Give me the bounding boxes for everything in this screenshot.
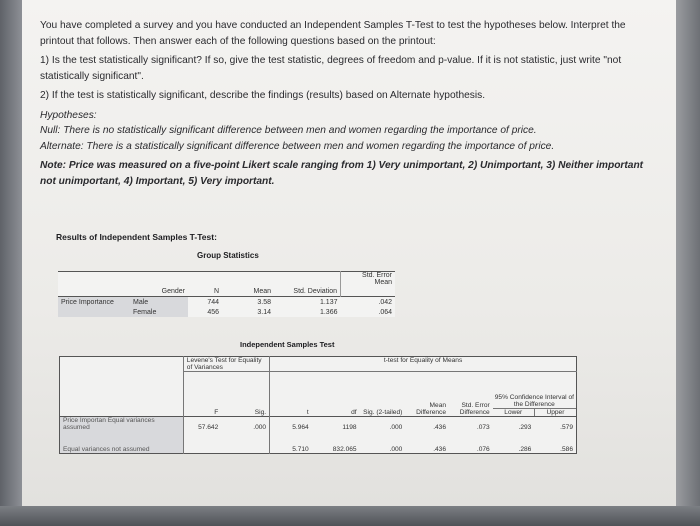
cell-sig-2-tailed: .000	[389, 424, 403, 431]
cell-upper: .579	[560, 424, 573, 431]
cell-upper: .586	[560, 446, 573, 453]
independent-samples-table	[59, 356, 577, 454]
col-upper: Upper	[546, 409, 565, 416]
table-row	[60, 431, 577, 454]
cell-f: 57.642	[198, 424, 219, 431]
cell-sd: 1.137	[319, 298, 338, 306]
instructions	[40, 18, 660, 189]
ci-subheaders	[493, 409, 576, 416]
row-label-equal-assumed: Equal variances assumed	[63, 417, 155, 431]
cell-mean-difference: .436	[433, 446, 447, 453]
cell-sig-2-tailed: .000	[389, 446, 403, 453]
cell-lower: .293	[518, 424, 532, 431]
header-std-deviation: Std. Deviation	[293, 287, 337, 295]
monitor-bezel-right	[676, 0, 700, 526]
cell-df: 832.065	[332, 446, 357, 453]
group-header-row-2	[58, 286, 395, 297]
ind-header-row-1	[60, 357, 577, 372]
cell-mean: 3.14	[257, 308, 271, 316]
note-text: Note: Price was measured on a five-point Likert scale ranging from 1) Very unimportant, 2) Unimportant, 3) Neither important not unimportant, 4) Important, 5) Very important.	[40, 160, 644, 187]
table-row	[58, 297, 395, 308]
table-row	[60, 417, 577, 432]
alternate-hypothesis: Alternate: There is a statistically significant difference between men and women regarding the importance of price.	[40, 140, 555, 152]
header-mean: Mean	[253, 287, 271, 295]
cell-sig: .000	[221, 417, 269, 432]
cell-se: .064	[378, 308, 392, 316]
cell-n: 456	[207, 308, 219, 316]
cell-lower: .286	[518, 446, 532, 453]
header-std-error-mean: Std. Error Mean	[341, 272, 396, 287]
col-mean-difference: Mean Difference	[416, 402, 447, 416]
results-title: Results of Independent Samples T-Test:	[56, 232, 217, 242]
question-1: 1) Is the test statistically significant? If so, give the test statistic, degrees of freedom and p-value. If it is not statistic, just write "not statistically significant".	[40, 55, 622, 82]
col-t: t	[306, 409, 309, 416]
row-label	[60, 417, 184, 432]
row-label-price-importance: Price Importance	[58, 297, 130, 308]
intro-text: You have completed a survey and you have conducted an Independent Samples T-Test to test the hypotheses below. Interpret the printout that follows. Then answer each of the following questions based on the printout:	[40, 20, 626, 47]
col-df: df	[351, 409, 357, 416]
cell-sd: 1.366	[319, 308, 338, 316]
cell-std-error-difference: .073	[476, 424, 490, 431]
cell-std-error-difference: .076	[476, 446, 490, 453]
group-header-row	[58, 272, 395, 287]
row-label-equal-not-assumed: Equal variances not assumed	[60, 431, 184, 454]
monitor-bezel-bottom	[0, 506, 700, 526]
cell-mean: 3.58	[257, 298, 271, 306]
cell-se: .042	[378, 298, 392, 306]
col-sig: Sig.	[221, 372, 269, 417]
cell-n: 744	[207, 298, 219, 306]
cell-mean-difference: .436	[433, 424, 447, 431]
col-std-error-difference: Std. Error Difference	[459, 402, 490, 416]
cell-t: 5.964	[292, 424, 309, 431]
levene-header: Levene's Test for Equality of Variances	[183, 357, 269, 372]
ci-header: 95% Confidence Interval of the Difference	[493, 394, 576, 409]
monitor-bezel-left	[0, 0, 22, 526]
row-label-price-importance: Price Importan	[63, 417, 106, 424]
col-sig-2-tailed: Sig. (2-tailed)	[363, 409, 403, 416]
document-screen	[22, 0, 676, 506]
group-statistics-title: Group Statistics	[197, 251, 259, 260]
cell-gender: Male	[130, 297, 188, 308]
cell-sig	[221, 431, 269, 454]
table-row	[58, 307, 395, 317]
col-lower: Lower	[493, 409, 535, 416]
question-2: 2) If the test is statistically significant, describe the findings (results) based on Alternate hypothesis.	[40, 90, 486, 101]
col-f: F	[214, 409, 219, 416]
header-gender: Gender	[161, 287, 185, 295]
cell-f	[183, 431, 221, 454]
ci-header-cell	[493, 372, 577, 417]
group-statistics-table	[58, 271, 395, 317]
header-n: N	[213, 287, 219, 295]
null-hypothesis: Null: There is no statistically significant difference between men and women regarding the importance of price.	[40, 125, 537, 136]
hypotheses-label: Hypotheses:	[40, 109, 97, 121]
ttest-header: t-test for Equality of Means	[270, 357, 577, 372]
cell-t: 5.710	[292, 446, 309, 453]
cell-gender: Female	[130, 307, 188, 317]
cell-df: 1198	[342, 424, 357, 431]
independent-samples-title: Independent Samples Test	[240, 340, 335, 349]
